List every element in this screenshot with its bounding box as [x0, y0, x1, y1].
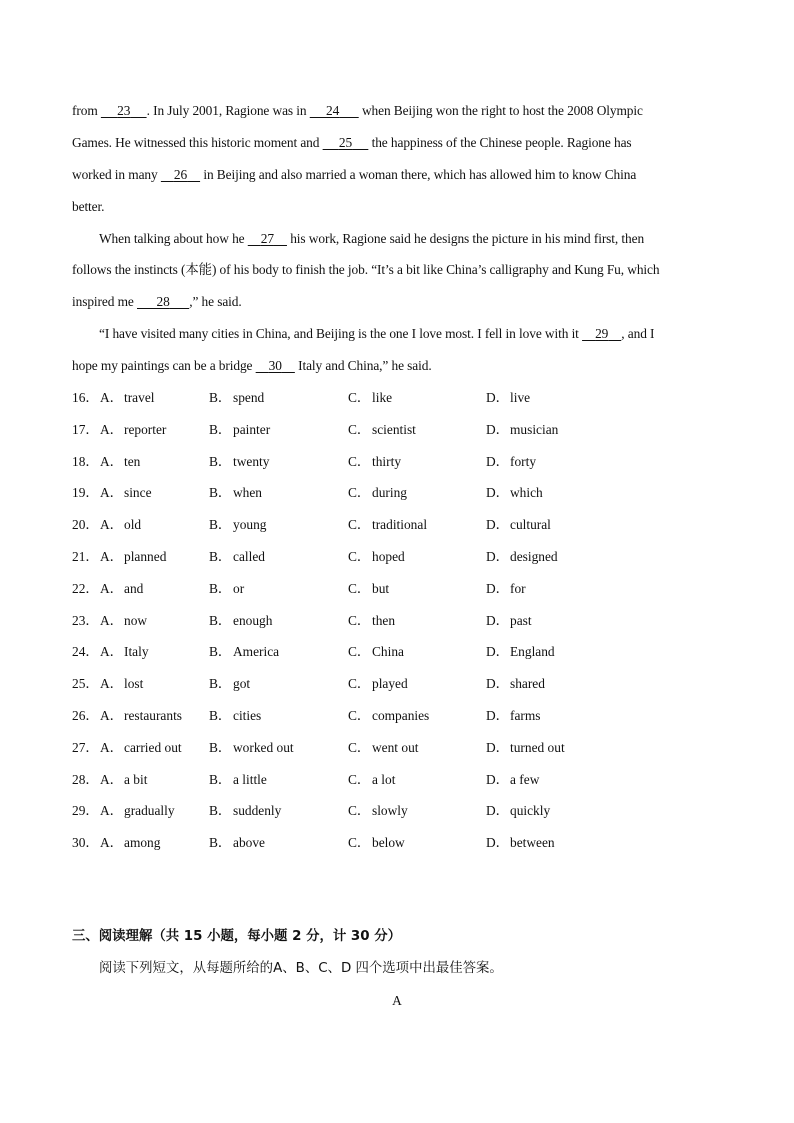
- option-text: or: [233, 580, 245, 596]
- option-b[interactable]: [209, 707, 261, 725]
- option-text: now: [124, 612, 148, 628]
- question-row: [72, 516, 732, 534]
- blank-27: 27: [260, 231, 274, 246]
- option-c[interactable]: [348, 707, 429, 725]
- option-text: past: [510, 612, 532, 628]
- passage-text: hope my paintings can be a bridge: [72, 358, 256, 373]
- option-letter: B．: [209, 771, 232, 787]
- question-row: [72, 675, 732, 693]
- passage-text: the happiness of the Chinese people. Ragione has: [368, 135, 632, 150]
- passage-text: , and I: [621, 326, 655, 341]
- option-letter: A．: [100, 739, 124, 755]
- option-a[interactable]: [100, 707, 182, 725]
- option-letter: A．: [100, 421, 124, 437]
- option-a[interactable]: [100, 516, 141, 534]
- option-text: scientist: [372, 421, 416, 437]
- option-letter: D．: [486, 708, 510, 723]
- option-text: a bit: [124, 771, 148, 787]
- blank-30: 30: [268, 358, 282, 373]
- option-text: when: [233, 485, 263, 501]
- question-number: 16．: [72, 390, 99, 405]
- question-number: 29．: [72, 803, 99, 819]
- option-letter: C．: [348, 771, 371, 787]
- option-text: which: [510, 485, 543, 501]
- passage-line-1: [72, 102, 732, 120]
- option-text: twenty: [233, 453, 270, 469]
- option-letter: A．: [100, 835, 124, 851]
- option-d[interactable]: [486, 675, 545, 693]
- question-row: [72, 643, 732, 661]
- question-number: 17．: [72, 421, 99, 437]
- option-letter: B．: [209, 676, 232, 692]
- option-letter: B．: [209, 835, 232, 851]
- option-b[interactable]: [209, 516, 266, 534]
- option-text: during: [372, 485, 407, 501]
- passage-text: worked in many: [72, 167, 161, 182]
- option-d[interactable]: [486, 484, 543, 502]
- option-letter: B．: [209, 612, 232, 628]
- option-c[interactable]: [348, 675, 408, 693]
- option-text: forty: [510, 453, 537, 469]
- question-row: [72, 802, 732, 820]
- option-text: old: [124, 517, 142, 533]
- option-text: worked out: [233, 739, 294, 755]
- option-letter: A．: [100, 708, 124, 723]
- option-text: painter: [233, 421, 271, 437]
- option-letter: D．: [486, 771, 510, 787]
- section-heading: 三、阅读理解（共 15 小题，每小题 2 分，计 30 分）: [72, 929, 401, 944]
- option-letter: A．: [100, 453, 124, 469]
- option-a[interactable]: [100, 484, 152, 502]
- passage-label: A: [392, 993, 402, 1008]
- option-c[interactable]: [348, 389, 392, 407]
- option-letter: A．: [100, 612, 124, 628]
- option-a[interactable]: [100, 389, 154, 407]
- option-text: Italy: [124, 644, 149, 660]
- option-letter: D．: [486, 485, 510, 501]
- option-a[interactable]: [100, 580, 143, 598]
- passage-text: ,” he said.: [189, 294, 242, 309]
- option-letter: D．: [486, 644, 510, 660]
- option-a[interactable]: [100, 421, 166, 439]
- question-row: [72, 707, 732, 725]
- passage-line-5: [99, 230, 759, 248]
- option-c[interactable]: [348, 739, 419, 757]
- option-c[interactable]: [348, 484, 407, 502]
- option-b[interactable]: [209, 548, 265, 566]
- option-text: England: [510, 644, 555, 660]
- passage-text: better.: [72, 199, 105, 214]
- blank-28: 28: [156, 294, 170, 309]
- option-text: companies: [372, 708, 430, 723]
- option-a[interactable]: [100, 802, 175, 820]
- option-text: got: [233, 676, 251, 692]
- option-letter: B．: [209, 803, 232, 819]
- option-a[interactable]: [100, 453, 140, 471]
- option-text: a lot: [372, 771, 396, 787]
- question-number: 23．: [72, 612, 99, 628]
- option-letter: D．: [486, 676, 510, 692]
- passage-line-7: [72, 293, 732, 311]
- option-letter: C．: [348, 485, 371, 501]
- option-c[interactable]: [348, 421, 416, 439]
- option-letter: D．: [486, 580, 510, 596]
- option-text: called: [233, 549, 265, 564]
- option-d[interactable]: [486, 802, 550, 820]
- blank-29: 29: [595, 326, 609, 341]
- option-letter: A．: [100, 517, 124, 533]
- option-text: went out: [372, 739, 419, 755]
- option-letter: C．: [348, 835, 371, 851]
- option-letter: A．: [100, 771, 124, 787]
- question-number: 26．: [72, 708, 99, 723]
- option-text: slowly: [372, 803, 408, 819]
- option-letter: D．: [486, 835, 510, 851]
- option-letter: A．: [100, 549, 124, 564]
- option-d[interactable]: [486, 516, 551, 534]
- option-a[interactable]: [100, 834, 160, 852]
- option-text: live: [510, 390, 531, 405]
- option-d[interactable]: [486, 453, 536, 471]
- option-text: played: [372, 676, 408, 692]
- option-letter: A．: [100, 803, 124, 819]
- option-c[interactable]: [348, 516, 427, 534]
- option-letter: D．: [486, 421, 510, 437]
- option-c[interactable]: [348, 453, 401, 471]
- passage-line-8: [99, 325, 759, 343]
- option-letter: C．: [348, 676, 371, 692]
- option-text: traditional: [372, 517, 428, 533]
- option-letter: D．: [486, 390, 510, 405]
- option-letter: A．: [100, 676, 124, 692]
- option-b[interactable]: [209, 612, 272, 630]
- question-row: [72, 739, 732, 757]
- option-d[interactable]: [486, 771, 539, 789]
- option-letter: A．: [100, 580, 124, 596]
- option-d[interactable]: [486, 643, 555, 661]
- option-letter: C．: [348, 421, 371, 437]
- option-letter: A．: [100, 485, 124, 501]
- option-b[interactable]: [209, 834, 265, 852]
- passage-text: from: [72, 103, 101, 118]
- option-text: China: [372, 644, 404, 660]
- question-number: 25．: [72, 676, 99, 692]
- question-number: 28．: [72, 771, 99, 787]
- option-text: America: [233, 644, 280, 660]
- option-text: for: [510, 580, 526, 596]
- option-letter: B．: [209, 739, 232, 755]
- option-text: among: [124, 835, 161, 851]
- option-a[interactable]: [100, 643, 149, 661]
- question-row: [72, 453, 732, 471]
- option-text: since: [124, 485, 152, 501]
- option-letter: D．: [486, 803, 510, 819]
- option-letter: C．: [348, 739, 371, 755]
- option-a[interactable]: [100, 612, 147, 630]
- option-text: suddenly: [233, 803, 282, 819]
- option-text: designed: [510, 549, 558, 564]
- option-c[interactable]: [348, 834, 405, 852]
- option-a[interactable]: [100, 548, 166, 566]
- option-c[interactable]: [348, 580, 389, 598]
- passage-line-2: [72, 134, 732, 152]
- option-d[interactable]: [486, 834, 555, 852]
- option-text: travel: [124, 390, 155, 405]
- option-text: shared: [510, 676, 545, 692]
- option-letter: C．: [348, 517, 371, 533]
- option-b[interactable]: [209, 421, 270, 439]
- passage-text: when Beijing won the right to host the 2008 Olympic: [358, 103, 643, 118]
- option-c[interactable]: [348, 771, 395, 789]
- question-row: [72, 389, 732, 407]
- passage-text: his work, Ragione said he designs the picture in his mind first, then: [286, 231, 645, 246]
- option-text: a little: [233, 771, 267, 787]
- question-row: [72, 771, 732, 789]
- question-number: 27．: [72, 739, 99, 755]
- passage-text: “I have visited many cities in China, and Beijing is the one I love most. I fell in love with it: [99, 326, 583, 341]
- option-letter: C．: [348, 644, 371, 660]
- passage-line-3: [72, 166, 732, 184]
- option-text: quickly: [510, 803, 551, 819]
- question-row: [72, 612, 732, 630]
- option-letter: C．: [348, 390, 371, 405]
- option-d[interactable]: [486, 612, 532, 630]
- option-text: hoped: [372, 549, 405, 564]
- option-b[interactable]: [209, 580, 244, 598]
- option-text: turned out: [510, 739, 565, 755]
- option-letter: C．: [348, 580, 371, 596]
- option-text: spend: [233, 390, 265, 405]
- passage-text: follows the instincts (本能) of his body to finish the job. “It’s a bit like China’s calligraphy and Kung Fu, which: [72, 262, 660, 277]
- option-b[interactable]: [209, 771, 267, 789]
- option-text: lost: [124, 676, 144, 692]
- option-letter: B．: [209, 644, 232, 660]
- option-text: enough: [233, 612, 273, 628]
- option-a[interactable]: [100, 771, 147, 789]
- option-b[interactable]: [209, 389, 264, 407]
- option-letter: C．: [348, 549, 371, 564]
- option-letter: D．: [486, 739, 510, 755]
- passage-text: in Beijing and also married a woman there, which has allowed him to know China: [200, 167, 637, 182]
- section-instruction: 阅读下列短文，从每题所给的A、B、C、D 四个选项中出最佳答案。: [99, 961, 503, 976]
- option-text: between: [510, 835, 555, 851]
- option-letter: B．: [209, 390, 232, 405]
- question-row: [72, 421, 732, 439]
- option-d[interactable]: [486, 739, 565, 757]
- option-text: young: [233, 517, 267, 533]
- passage-text: When talking about how he: [99, 231, 248, 246]
- option-letter: C．: [348, 708, 371, 723]
- passage-line-4: [72, 198, 732, 216]
- option-b[interactable]: [209, 675, 250, 693]
- passage-line-6: [72, 261, 732, 279]
- option-text: but: [372, 580, 390, 596]
- question-number: 18．: [72, 453, 99, 469]
- option-d[interactable]: [486, 421, 558, 439]
- option-letter: B．: [209, 708, 232, 723]
- option-text: below: [372, 835, 405, 851]
- option-text: farms: [510, 708, 541, 723]
- option-b[interactable]: [209, 802, 281, 820]
- option-text: then: [372, 612, 396, 628]
- option-letter: B．: [209, 421, 232, 437]
- option-letter: D．: [486, 549, 510, 564]
- option-letter: D．: [486, 453, 510, 469]
- option-d[interactable]: [486, 548, 558, 566]
- option-text: gradually: [124, 803, 175, 819]
- option-c[interactable]: [348, 802, 408, 820]
- option-text: and: [124, 580, 144, 596]
- option-letter: B．: [209, 580, 232, 596]
- option-letter: C．: [348, 612, 371, 628]
- option-c[interactable]: [348, 612, 395, 630]
- option-letter: B．: [209, 517, 232, 533]
- question-row: [72, 834, 732, 852]
- option-b[interactable]: [209, 453, 269, 471]
- option-letter: D．: [486, 517, 510, 533]
- option-text: thirty: [372, 453, 402, 469]
- question-row: [72, 484, 732, 502]
- blank-25: 25: [338, 135, 353, 150]
- option-letter: A．: [100, 644, 124, 660]
- option-b[interactable]: [209, 739, 294, 757]
- passage-text: inspired me: [72, 294, 137, 309]
- option-letter: D．: [486, 612, 510, 628]
- option-text: above: [233, 835, 265, 851]
- option-text: ten: [124, 453, 141, 469]
- question-number: 21．: [72, 549, 99, 564]
- option-text: like: [372, 390, 393, 405]
- option-c[interactable]: [348, 643, 404, 661]
- option-text: carried out: [124, 739, 182, 755]
- passage-text: Italy and China,” he said.: [294, 358, 432, 373]
- option-letter: B．: [209, 549, 232, 564]
- passage-line-9: [72, 357, 732, 375]
- option-text: cultural: [510, 517, 551, 533]
- question-number: 22．: [72, 580, 99, 596]
- question-number: 20．: [72, 517, 99, 533]
- option-a[interactable]: [100, 739, 182, 757]
- question-number: 24．: [72, 644, 99, 660]
- question-number: 30．: [72, 835, 99, 851]
- question-row: [72, 580, 732, 598]
- option-text: musician: [510, 421, 559, 437]
- passage-text: . In July 2001, Ragione was in: [146, 103, 310, 118]
- option-text: a few: [510, 771, 540, 787]
- option-c[interactable]: [348, 548, 405, 566]
- option-b[interactable]: [209, 484, 262, 502]
- option-b[interactable]: [209, 643, 279, 661]
- option-letter: A．: [100, 390, 124, 405]
- option-d[interactable]: [486, 389, 530, 407]
- blank-26: 26: [173, 167, 188, 182]
- option-d[interactable]: [486, 707, 541, 725]
- option-letter: C．: [348, 453, 371, 469]
- question-number: 19．: [72, 485, 99, 501]
- option-text: cities: [233, 708, 262, 723]
- option-letter: B．: [209, 453, 232, 469]
- blank-24: 24: [326, 103, 340, 118]
- option-letter: C．: [348, 803, 371, 819]
- option-text: planned: [124, 549, 167, 564]
- question-row: [72, 548, 732, 566]
- option-text: restaurants: [124, 708, 183, 723]
- blank-23: 23: [117, 103, 131, 118]
- passage-text: Games. He witnessed this historic moment and: [72, 135, 323, 150]
- option-d[interactable]: [486, 580, 526, 598]
- option-a[interactable]: [100, 675, 143, 693]
- option-letter: B．: [209, 485, 232, 501]
- option-text: reporter: [124, 421, 167, 437]
